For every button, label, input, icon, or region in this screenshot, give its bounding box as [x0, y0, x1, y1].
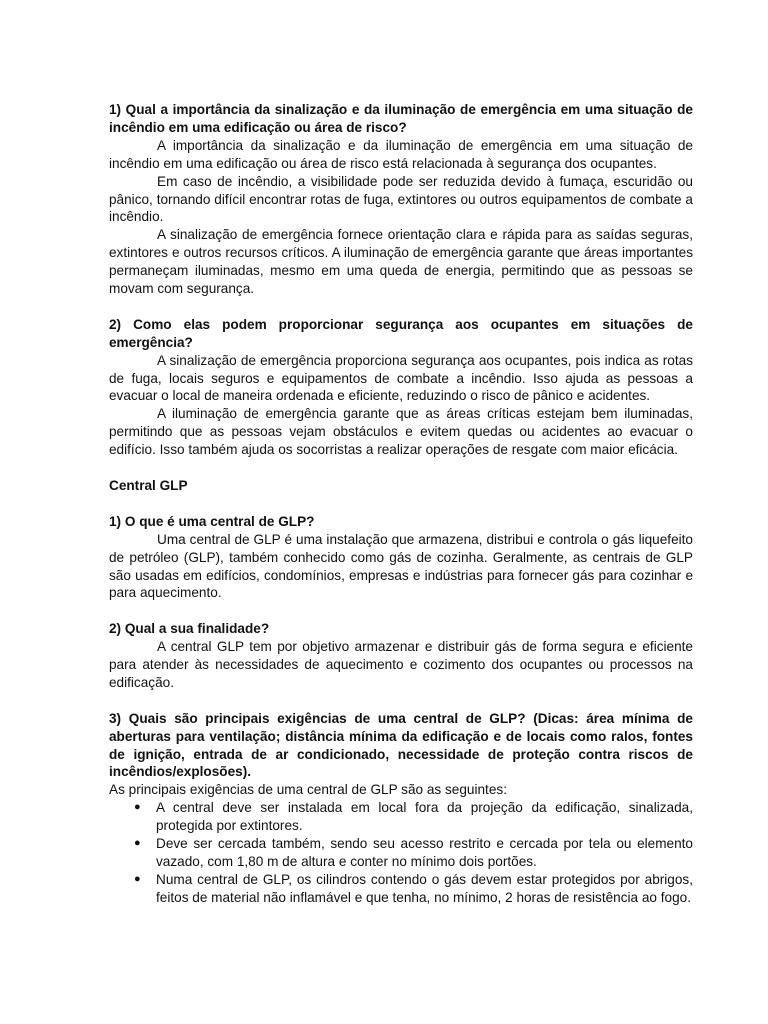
bullet-icon: ● [134, 801, 141, 814]
answer-2-paragraph-2: A iluminação de emergência garante que as áreas críticas estejam bem iluminadas, permitindo que as pessoas vejam obstáculos e evitem quedas ou acidentes ao evacuar o edifício. Isso também ajuda os socorristas a realizar operações de resgate com maior eficácia. [109, 406, 693, 458]
bullet-icon: ● [134, 872, 141, 885]
question-1-heading: 1) Qual a importância da sinalização e da iluminação de emergência em uma situação de incêndio em uma edificação ou área de risco? [109, 102, 693, 135]
list-item-text: A central deve ser instalada em local fora da projeção da edificação, sinalizada, protegida por extintores. [156, 800, 693, 834]
answer-1-paragraph-2: Em caso de incêndio, a visibilidade pode ser reduzida devido à fumaça, escuridão ou pânico, tornando difícil encontrar rotas de fuga, extintores ou outros equipamentos de combate a incêndio. [109, 173, 693, 225]
list-item [134, 799, 693, 835]
glp-answer-1-paragraph: Uma central de GLP é uma instalação que armazena, distribui e controla o gás liquefeito de petróleo (GLP), também conhecido como gás de cozinha. Geralmente, as centrais de GLP são usadas em edifícios, condomínios, empresas e indústrias para fornecer gás para cozinhar e para aquecimento. [109, 531, 693, 601]
list-item [134, 835, 693, 871]
answer-1-paragraph-1: A importância da sinalização e da iluminação de emergência em uma situação de incêndio em uma edificação ou área de risco está relacionada à segurança dos ocupantes. [109, 137, 693, 171]
answer-1-paragraph-3: A sinalização de emergência fornece orientação clara e rápida para as saídas seguras, extintores e outros recursos críticos. A iluminação de emergência garante que áreas importantes permaneçam iluminadas, mesmo em uma queda de energia, permitindo que as pessoas se movam com segurança. [109, 227, 693, 297]
list-item-text: Deve ser cercada também, sendo seu acesso restrito e cercada por tela ou elemento vazado, com 1,80 m de altura e conter no mínimo dois portões. [156, 836, 693, 869]
section-title: Central GLP [109, 478, 188, 493]
answer-2-paragraph-1: A sinalização de emergência proporciona segurança aos ocupantes, pois indica as rotas de fuga, locais seguros e equipamentos de combate a incêndio. Isso ajuda as pessoas a evacuar o local de maneira ordenada e eficiente, reduzindo o risco de pânico e acidentes. [109, 352, 693, 404]
list-item [134, 871, 693, 907]
glp-answer-2-paragraph: A central GLP tem por objetivo armazenar e distribuir gás de forma segura e eficiente para atender às necessidades de aquecimento e cozimento dos ocupantes ou processos na edificação. [109, 639, 693, 690]
glp-question-2-heading: 2) Qual a sua finalidade? [109, 621, 270, 637]
question-2-heading: 2) Como elas podem proporcionar segurança aos ocupantes em situações de emergência? [109, 316, 693, 350]
bullet-icon: ● [134, 837, 141, 850]
requirements-list [109, 799, 693, 906]
glp-question-3-heading: 3) Quais são principais exigências de uma central de GLP? (Dicas: área mínima de aberturas para ventilação; distância mínima da edificação e de locais como ralos, fontes de ignição, entrada de ar condicionado, necessidade de proteção contra riscos de incêndios/explosões). [109, 710, 693, 780]
glp-question-1-heading: 1) O que é uma central de GLP? [109, 513, 315, 529]
list-item-text: Numa central de GLP, os cilindros contendo o gás devem estar protegidos por abrigos, feitos de material não inflamável e que tenha, no mínimo, 2 horas de resistência ao fogo. [156, 871, 693, 905]
glp-answer-3-intro: As principais exigências de uma central de GLP são as seguintes: [109, 782, 507, 798]
